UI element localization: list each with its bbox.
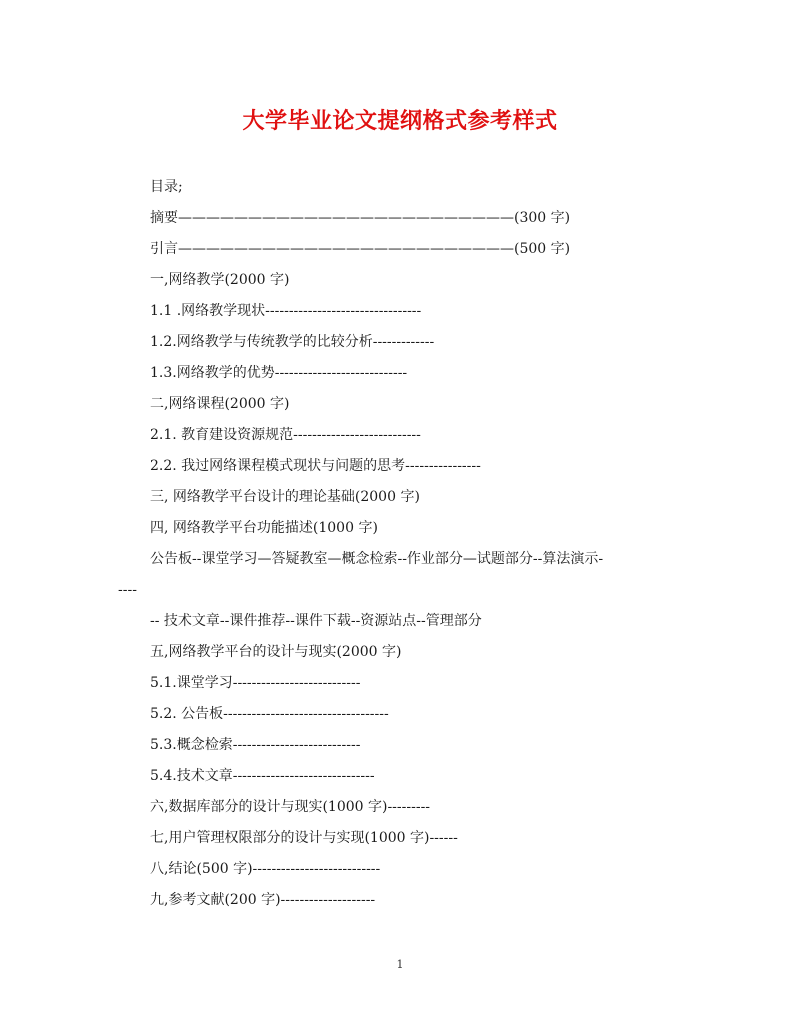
toc-line-section-5-1: 5.1.课堂学习--------------------------- [150,675,361,691]
toc-line-chapter-2: 二,网络课程(2000 字) [150,396,290,412]
toc-line-chapter-5: 五,网络教学平台的设计与现实(2000 字) [150,644,402,660]
document-title: 大学毕业论文提纲格式参考样式 [242,108,558,134]
toc-line-chapter-7: 七,用户管理权限部分的设计与实现(1000 字)------ [150,830,458,846]
toc-line-section-5-4: 5.4.技术文章------------------------------ [150,768,375,784]
toc-line-section-1-1: 1.1 .网络教学现状--------------------------------- [150,303,422,319]
toc-line-section-5-2: 5.2. 公告板----------------------------------- [150,706,389,722]
toc-line-modules-part-1: 公告板--课堂学习—答疑教室—概念检索--作业部分—试题部分--算法演示- [150,551,604,567]
toc-line-abstract: 摘要————————————————————————(300 字) [150,210,571,226]
toc-line-chapter-1: 一,网络教学(2000 字) [150,272,290,288]
toc-line-chapter-9: 九,参考文献(200 字)-------------------- [150,892,376,908]
toc-line-modules-wrap: ---- [118,582,137,598]
toc-heading: 目录; [150,179,183,195]
toc-line-section-1-3: 1.3.网络教学的优势---------------------------- [150,365,408,381]
toc-line-chapter-4: 四, 网络教学平台功能描述(1000 字) [150,520,378,536]
page-number: 1 [396,958,404,971]
toc-line-section-5-3: 5.3.概念检索--------------------------- [150,737,361,753]
toc-line-chapter-8: 八,结论(500 字)--------------------------- [150,861,381,877]
toc-line-introduction: 引言————————————————————————(500 字) [150,241,571,257]
toc-line-modules-part-2: -- 技术文章--课件推荐--课件下载--资源站点--管理部分 [150,613,482,629]
toc-line-chapter-3: 三, 网络教学平台设计的理论基础(2000 字) [150,489,420,505]
toc-line-section-2-1: 2.1. 教育建设资源规范--------------------------- [150,427,421,443]
toc-line-chapter-6: 六,数据库部分的设计与现实(1000 字)--------- [150,799,431,815]
toc-line-section-2-2: 2.2. 我过网络课程模式现状与问题的思考---------------- [150,458,481,474]
table-of-contents [118,172,678,916]
toc-line-section-1-2: 1.2.网络教学与传统教学的比较分析------------- [150,334,435,350]
